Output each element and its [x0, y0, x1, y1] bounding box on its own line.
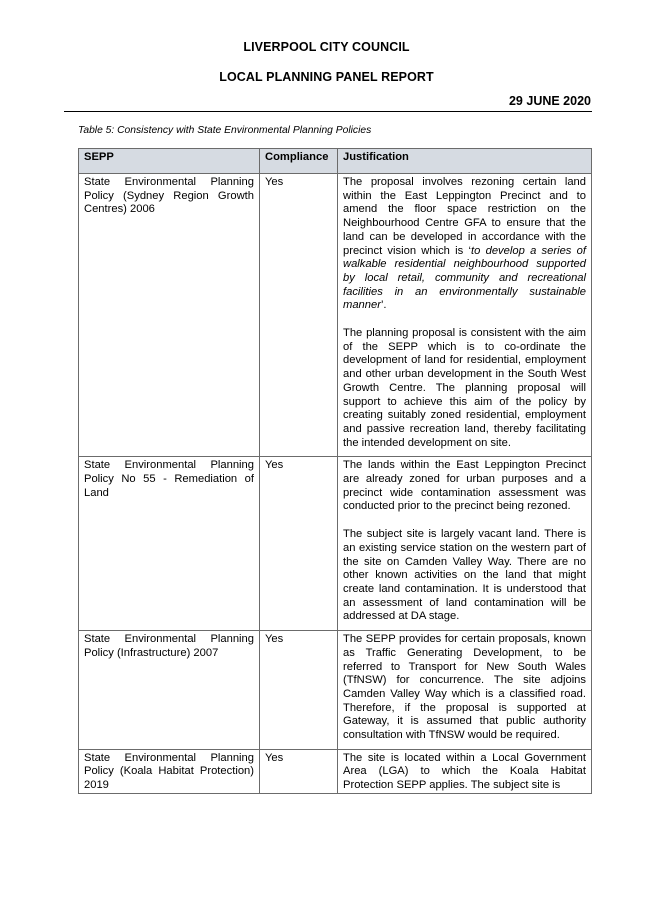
column-header-sepp: SEPP: [79, 149, 260, 174]
table-row: [79, 457, 592, 631]
compliance-cell: Yes: [260, 457, 338, 631]
sepp-table: [78, 148, 592, 794]
justification-cell: [338, 174, 592, 457]
justification-text: ’.: [380, 299, 387, 312]
justification-paragraph: [343, 176, 586, 313]
sepp-cell: State Environmental Planning Policy (Infrastructure) 2007: [79, 631, 260, 750]
sepp-cell: State Environmental Planning Policy (Sydney Region Growth Centres) 2006: [79, 174, 260, 457]
justification-paragraph: The lands within the East Leppington Precinct are already zoned for urban purposes and a precinct wide contamination assessment was conducted prior to the precinct being rezoned.: [343, 459, 586, 513]
table-row: [79, 174, 592, 457]
justification-text: The proposal involves rezoning certain land within the East Leppington Precinct and to amend the floor space restriction on the Neighbourhood Centre GFA to ensure that the land can be developed in accordance with the precinct vision which is ‘: [343, 176, 586, 257]
justification-cell: [338, 749, 592, 793]
column-header-justification: Justification: [338, 149, 592, 174]
justification-paragraph: The SEPP provides for certain proposals, known as Traffic Generating Development, to be referred to Transport for New South Wales (TfNSW) for concurrence. The site adjoins Camden Valley Way which is a classified road. Therefore, if the proposal is supported at Gateway, it is assumed that public authority consultation with TfNSW would be required.: [343, 633, 586, 742]
report-title: LOCAL PLANNING PANEL REPORT: [219, 70, 434, 84]
table-row: [79, 631, 592, 750]
justification-cell: [338, 631, 592, 750]
council-name: LIVERPOOL CITY COUNCIL: [243, 40, 410, 54]
compliance-cell: Yes: [260, 631, 338, 750]
justification-paragraph: The planning proposal is consistent with the aim of the SEPP which is to co-ordinate the development of land for residential, employment and other urban development in the South West Growth Centre. The planning proposal will support to achieve this aim of the policy by creating suitably zoned residential, employment and passive recreation land, thereby facilitating the intended development on site.: [343, 327, 586, 449]
precinct-vision-quote: to develop a series of walkable residential neighbourhood supported by local retail, community and recreational facilities in an environmentally sustainable manner: [343, 244, 586, 312]
column-header-compliance: Compliance: [260, 149, 338, 174]
table-row: [79, 749, 592, 793]
compliance-cell: Yes: [260, 749, 338, 793]
justification-paragraph: The subject site is largely vacant land. There is an existing service station on the western part of the site on Camden Valley Way. There are no other known activities on the land that might create land contamination. It is understood that an assessment of land contamination will be addressed at DA stage.: [343, 528, 586, 623]
table-header-row: [79, 149, 592, 174]
compliance-cell: Yes: [260, 174, 338, 457]
justification-paragraph: The site is located within a Local Government Area (LGA) to which the Koala Habitat Protection SEPP applies. The subject site is: [343, 751, 586, 792]
sepp-cell: State Environmental Planning Policy No 55 - Remediation of Land: [79, 457, 260, 631]
table-caption: Table 5: Consistency with State Environmental Planning Policies: [78, 125, 372, 136]
justification-cell: [338, 457, 592, 631]
sepp-cell: State Environmental Planning Policy (Koala Habitat Protection) 2019: [79, 749, 260, 793]
report-date: 29 JUNE 2020: [508, 94, 591, 108]
